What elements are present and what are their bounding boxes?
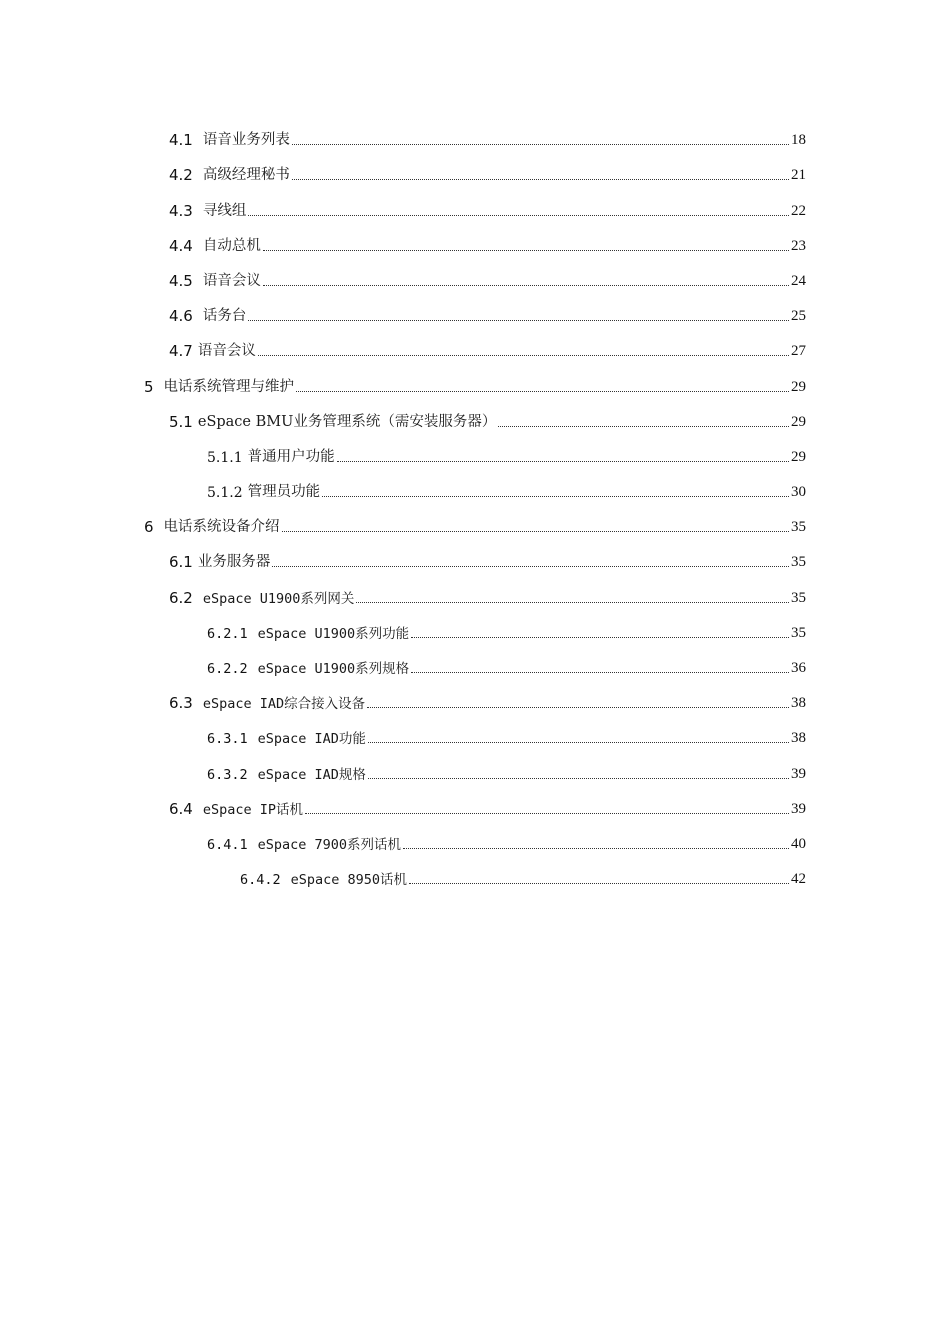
toc-number: 5.1.1 xyxy=(207,449,243,466)
toc-title: eSpace U1900系列功能 xyxy=(257,625,410,642)
toc-page-number: 35 xyxy=(791,589,806,606)
toc-page-number: 23 xyxy=(791,237,806,254)
toc-page-number: 27 xyxy=(791,343,806,360)
table-of-contents xyxy=(0,120,950,894)
toc-title: eSpace 8950话机 xyxy=(290,872,408,889)
toc-entry-4-5[interactable] xyxy=(0,261,806,296)
toc-page-number: 38 xyxy=(791,695,806,712)
toc-title: eSpace BMU业务管理系统（需安装服务器） xyxy=(197,413,497,430)
toc-entry-6-4-2[interactable] xyxy=(0,859,806,894)
toc-page-number: 22 xyxy=(791,202,806,219)
toc-number: 5.1 xyxy=(169,412,193,431)
dot-leader xyxy=(411,637,789,638)
toc-page-number: 38 xyxy=(791,730,806,747)
toc-entry-4-2[interactable] xyxy=(0,155,806,190)
toc-page-number: 42 xyxy=(791,871,806,888)
toc-entry-6-3-1[interactable] xyxy=(0,718,806,753)
dot-leader xyxy=(337,461,789,462)
toc-title: 语音会议 xyxy=(202,272,261,289)
toc-number: 6.3 xyxy=(169,694,193,713)
toc-title: eSpace U1900系列规格 xyxy=(257,661,410,677)
dot-leader xyxy=(305,813,789,814)
toc-title: eSpace IP话机 xyxy=(202,801,304,818)
toc-entry-5-1-2[interactable] xyxy=(0,472,806,507)
toc-page-number: 24 xyxy=(791,272,806,289)
toc-entry-6[interactable] xyxy=(0,507,806,542)
toc-number: 4.4 xyxy=(169,236,193,255)
toc-title: 电话系统管理与维护 xyxy=(163,378,295,395)
toc-page-number: 39 xyxy=(791,800,806,817)
toc-title: eSpace U1900系列网关 xyxy=(202,590,355,607)
toc-page-number: 29 xyxy=(791,378,806,395)
dot-leader xyxy=(356,602,789,603)
toc-page-number: 29 xyxy=(791,448,806,465)
toc-title: eSpace IAD功能 xyxy=(257,731,366,748)
toc-page-number: 25 xyxy=(791,308,806,325)
toc-number: 6.4 xyxy=(169,799,193,818)
toc-page-number: 35 xyxy=(791,624,806,641)
dot-leader xyxy=(403,848,789,849)
toc-number: 4.3 xyxy=(169,201,193,220)
toc-page-number: 40 xyxy=(791,835,806,852)
dot-leader xyxy=(248,320,789,321)
toc-number: 6.3.2 xyxy=(207,766,248,783)
toc-entry-4-7[interactable] xyxy=(0,331,806,366)
dot-leader xyxy=(409,883,789,884)
toc-number: 6.4.2 xyxy=(240,872,281,889)
dot-leader xyxy=(292,144,789,145)
dot-leader xyxy=(263,285,789,286)
toc-page-number: 35 xyxy=(791,554,806,571)
toc-entry-4-3[interactable] xyxy=(0,190,806,225)
dot-leader xyxy=(272,566,789,567)
toc-title: 电话系统设备介绍 xyxy=(163,519,280,536)
toc-entry-4-4[interactable] xyxy=(0,226,806,261)
toc-number: 6.2 xyxy=(169,588,193,607)
toc-title: 寻线组 xyxy=(202,202,247,219)
dot-leader xyxy=(258,355,789,356)
toc-entry-5-1[interactable] xyxy=(0,402,806,437)
toc-entry-6-3[interactable] xyxy=(0,683,806,718)
toc-title: 话务台 xyxy=(202,308,247,325)
toc-number: 4.7 xyxy=(169,342,193,361)
toc-page-number: 35 xyxy=(791,519,806,536)
toc-number: 5 xyxy=(144,377,154,396)
dot-leader xyxy=(282,531,789,532)
toc-page-number: 18 xyxy=(791,132,806,149)
toc-entry-4-1[interactable] xyxy=(0,120,806,155)
dot-leader xyxy=(263,250,789,251)
toc-title: eSpace IAD综合接入设备 xyxy=(202,696,366,713)
dot-leader xyxy=(322,496,789,497)
toc-number: 4.6 xyxy=(169,307,193,326)
toc-number: 6.3.1 xyxy=(207,731,248,748)
dot-leader xyxy=(368,778,789,779)
toc-title: 自动总机 xyxy=(202,237,261,254)
toc-number: 4.1 xyxy=(169,131,193,150)
toc-number: 6.1 xyxy=(169,553,193,572)
toc-page-number: 39 xyxy=(791,765,806,782)
toc-title: 语音会议 xyxy=(197,343,256,360)
toc-page-number: 36 xyxy=(791,660,806,676)
toc-entry-4-6[interactable] xyxy=(0,296,806,331)
toc-entry-6-2-1[interactable] xyxy=(0,613,806,648)
toc-number: 6.2.2 xyxy=(207,661,248,677)
toc-title: 业务服务器 xyxy=(197,554,271,571)
toc-entry-6-1[interactable] xyxy=(0,542,806,577)
toc-page-number: 21 xyxy=(791,167,806,184)
toc-number: 5.1.2 xyxy=(207,485,243,502)
toc-page-number: 30 xyxy=(791,484,806,501)
dot-leader xyxy=(367,707,789,708)
dot-leader xyxy=(368,742,789,743)
toc-entry-6-4-1[interactable] xyxy=(0,824,806,859)
dot-leader xyxy=(411,672,789,673)
toc-entry-5[interactable] xyxy=(0,366,806,401)
toc-entry-6-2-2[interactable] xyxy=(0,648,806,683)
toc-page-number: 29 xyxy=(791,413,806,430)
dot-leader xyxy=(292,179,789,180)
dot-leader xyxy=(248,215,789,216)
toc-number: 6 xyxy=(144,518,154,537)
toc-number: 6.4.1 xyxy=(207,836,248,853)
toc-title: 管理员功能 xyxy=(247,484,321,501)
toc-entry-6-2[interactable] xyxy=(0,577,806,612)
toc-title: 高级经理秘书 xyxy=(202,167,290,184)
toc-title: eSpace 7900系列话机 xyxy=(257,836,402,853)
toc-entry-5-1-1[interactable] xyxy=(0,437,806,472)
toc-entry-6-4[interactable] xyxy=(0,789,806,824)
toc-number: 4.5 xyxy=(169,271,193,290)
toc-number: 6.2.1 xyxy=(207,625,248,642)
toc-number: 4.2 xyxy=(169,166,193,185)
dot-leader xyxy=(498,426,789,427)
toc-entry-6-3-2[interactable] xyxy=(0,753,806,788)
toc-title: eSpace IAD规格 xyxy=(257,766,366,783)
toc-title: 普通用户功能 xyxy=(247,448,335,465)
toc-title: 语音业务列表 xyxy=(202,132,290,149)
dot-leader xyxy=(296,391,789,392)
